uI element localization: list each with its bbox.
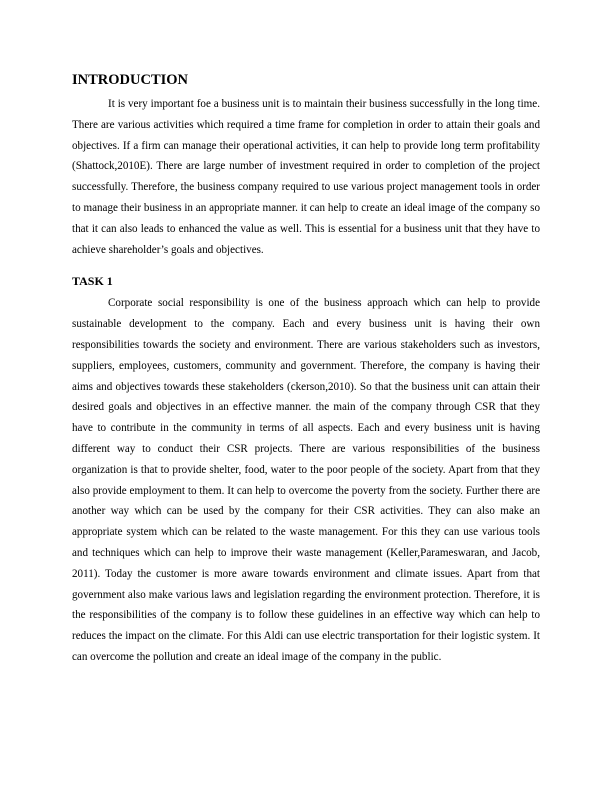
page-content <box>72 71 540 668</box>
introduction-paragraph: It is very important foe a business unit is to maintain their business successfully in the long time. There are various activities which required a time frame for completion in order to attain their goals and objectives. If a firm can manage their operational activities, it can help to provide long term profitability (Shattock,2010E). There are large number of investment required in order to completion of the project successfully. Therefore, the business company required to use various project management tools in order to manage their business in an appropriate manner. it can help to create an ideal image of the company so that it can also leads to enhanced the value as well. This is essential for a business unit that they have to achieve shareholder’s goals and objectives. <box>72 98 540 256</box>
introduction-heading: INTRODUCTION <box>72 72 189 88</box>
task-1-paragraph: Corporate social responsibility is one of the business approach which can help to provide sustainable development to the company. Each and every business unit is having their own responsibilities towards the society and environment. There are various stakeholders such as investors, suppliers, employees, customers, community and government. Therefore, the company is having their aims and objectives towards these stakeholders (ckerson,2010). So that the business unit can attain their desired goals and objectives in an effective manner. the main of the company through CSR that they have to contribute in the community in terms of all aspects. Each and every business unit is having different way to conduct their CSR projects. There are various responsibilities of the business organization is that to provide shelter, food, water to the poor people of the society. Apart from that they also provide employment to them. It can help to overcome the poverty from the society. Further there are another way which can be used by the company for their CSR activities. They can also make an appropriate system which can be related to the waste management. For this they can use various tools and techniques which can help to improve their waste management (Keller,Parameswaran, and Jacob, 2011). Today the customer is more aware towards environment and climate issues. Apart from that government also make various laws and legislation regarding the environment protection. Therefore, it is the responsibilities of the company is to follow these guidelines in an effective way which can help to reduces the impact on the climate. For this Aldi can use electric transportation for their logistic system. It can overcome the pollution and create an ideal image of the company in the public. <box>72 297 540 663</box>
task-1-heading: TASK 1 <box>72 274 113 289</box>
